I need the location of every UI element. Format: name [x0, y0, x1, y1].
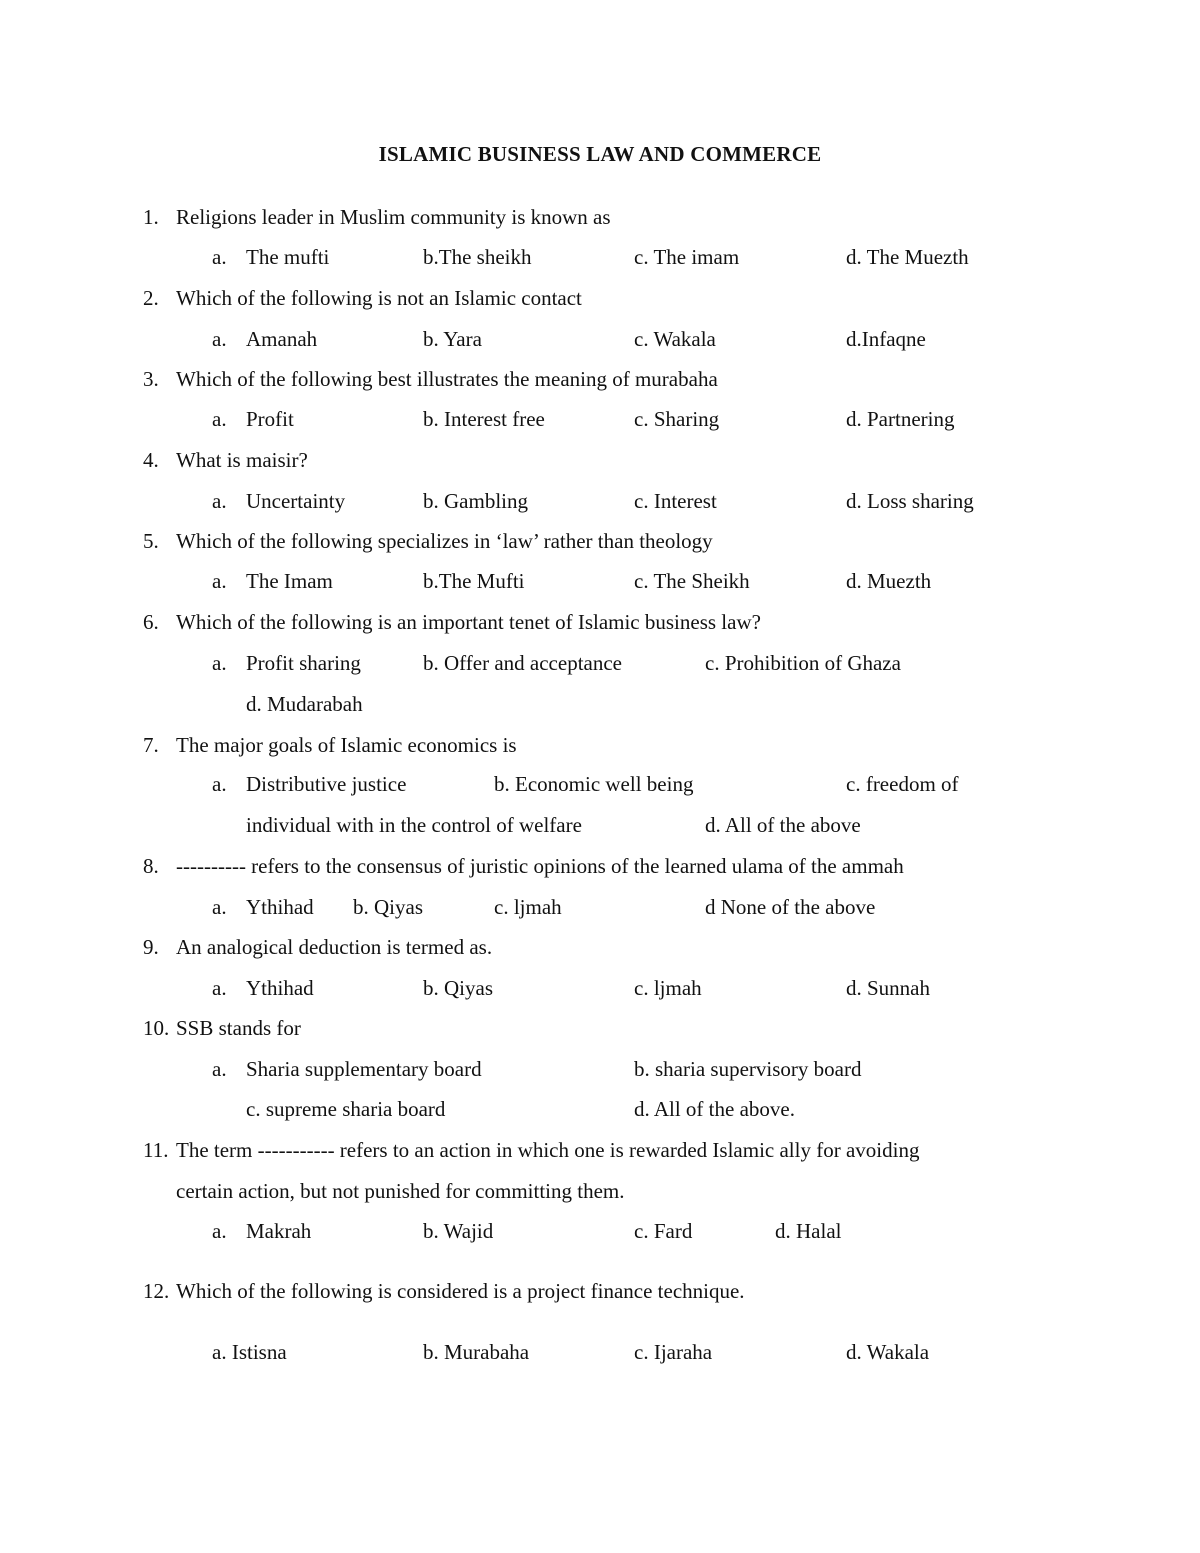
question-text: Which of the following specializes in ‘law’ rather than theology: [176, 529, 713, 553]
answer-option: b. Murabaha: [423, 1340, 530, 1364]
answer-option: d.Infaqne: [846, 327, 926, 351]
question-number: 2.: [143, 286, 159, 310]
answer-option: c. Wakala: [634, 327, 716, 351]
answer-option: c. supreme sharia board: [246, 1097, 446, 1121]
question-text: ---------- refers to the consensus of juristic opinions of the learned ulama of the ammah: [176, 854, 904, 878]
answer-option: d. Loss sharing: [846, 489, 974, 513]
answer-option: d. Mudarabah: [246, 692, 363, 716]
option-letter: a.: [212, 245, 227, 269]
answer-option: c. The imam: [634, 245, 740, 269]
answer-option: b.The Mufti: [423, 569, 525, 593]
question-number: 4.: [143, 448, 159, 472]
answer-option: b. Economic well being: [494, 772, 694, 796]
question-number: 6.: [143, 610, 159, 634]
answer-option: b. Yara: [423, 327, 482, 351]
question-number: 11.: [143, 1138, 169, 1162]
answer-option: d. Sunnah: [846, 976, 930, 1000]
answer-option: c. Ijaraha: [634, 1340, 713, 1364]
question-text: Which of the following best illustrates the meaning of murabaha: [176, 367, 718, 391]
option-letter: a.: [212, 407, 227, 431]
answer-option: b. Wajid: [423, 1219, 494, 1243]
question-text: SSB stands for: [176, 1016, 301, 1040]
question-number: 1.: [143, 205, 159, 229]
answer-option: Profit: [246, 407, 294, 431]
answer-option: c. freedom of: [846, 772, 959, 796]
answer-option: Sharia supplementary board: [246, 1057, 482, 1081]
answer-option: d None of the above: [705, 895, 876, 919]
option-letter: a.: [212, 489, 227, 513]
question-number: 10.: [143, 1016, 170, 1040]
answer-option: c. Sharing: [634, 407, 720, 431]
question-number: 9.: [143, 935, 159, 959]
answer-option: The Imam: [246, 569, 333, 593]
question-text: An analogical deduction is termed as.: [176, 935, 493, 959]
option-letter: a.: [212, 327, 227, 351]
answer-option: b. Offer and acceptance: [423, 651, 622, 675]
option-letter: a.: [212, 569, 227, 593]
answer-option: c. ljmah: [494, 895, 562, 919]
question-number: 8.: [143, 854, 159, 878]
option-letter: a.: [212, 1057, 227, 1081]
answer-option: Amanah: [246, 327, 318, 351]
question-number: 3.: [143, 367, 159, 391]
answer-option: d. All of the above.: [634, 1097, 795, 1121]
answer-option: b. Interest free: [423, 407, 545, 431]
answer-option: c. Fard: [634, 1219, 693, 1243]
answer-option: b. sharia supervisory board: [634, 1057, 862, 1081]
answer-option: Distributive justice: [246, 772, 407, 796]
answer-option: b.The sheikh: [423, 245, 532, 269]
answer-option: d. Muezth: [846, 569, 932, 593]
answer-option: d. Wakala: [846, 1340, 930, 1364]
answer-option: c. The Sheikh: [634, 569, 750, 593]
answer-option: individual with in the control of welfare: [246, 813, 582, 837]
option-letter: a.: [212, 772, 227, 796]
answer-option: a. Istisna: [212, 1340, 287, 1364]
question-text: Religions leader in Muslim community is known as: [176, 205, 611, 229]
question-text: Which of the following is not an Islamic contact: [176, 286, 582, 310]
answer-option: Uncertainty: [246, 489, 346, 513]
question-text: The term ----------- refers to an action in which one is rewarded Islamic ally for avoiding: [176, 1138, 920, 1162]
answer-option: b. Qiyas: [423, 976, 493, 1000]
page-title: ISLAMIC BUSINESS LAW AND COMMERCE: [378, 142, 822, 166]
answer-option: The mufti: [246, 245, 330, 269]
option-letter: a.: [212, 976, 227, 1000]
answer-option: c. ljmah: [634, 976, 702, 1000]
answer-option: b. Gambling: [423, 489, 528, 513]
answer-option: Makrah: [246, 1219, 312, 1243]
question-text: Which of the following is considered is a project finance technique.: [176, 1279, 745, 1303]
answer-option: Profit sharing: [246, 651, 361, 675]
question-text: What is maisir?: [176, 448, 308, 472]
question-number: 7.: [143, 733, 159, 757]
option-letter: a.: [212, 1219, 227, 1243]
answer-option: b. Qiyas: [353, 895, 423, 919]
question-number: 12.: [143, 1279, 170, 1303]
answer-option: Ythihad: [246, 895, 314, 919]
option-letter: a.: [212, 895, 227, 919]
option-letter: a.: [212, 651, 227, 675]
answer-option: d. Partnering: [846, 407, 955, 431]
question-text: The major goals of Islamic economics is: [176, 733, 517, 757]
question-number: 5.: [143, 529, 159, 553]
question-text: Which of the following is an important tenet of Islamic business law?: [176, 610, 761, 634]
answer-option: Ythihad: [246, 976, 314, 1000]
answer-option: d. All of the above: [705, 813, 861, 837]
answer-option: c. Prohibition of Ghaza: [705, 651, 901, 675]
answer-option: d. The Muezth: [846, 245, 969, 269]
question-text: certain action, but not punished for committing them.: [176, 1179, 625, 1203]
answer-option: c. Interest: [634, 489, 717, 513]
answer-option: d. Halal: [775, 1219, 842, 1243]
